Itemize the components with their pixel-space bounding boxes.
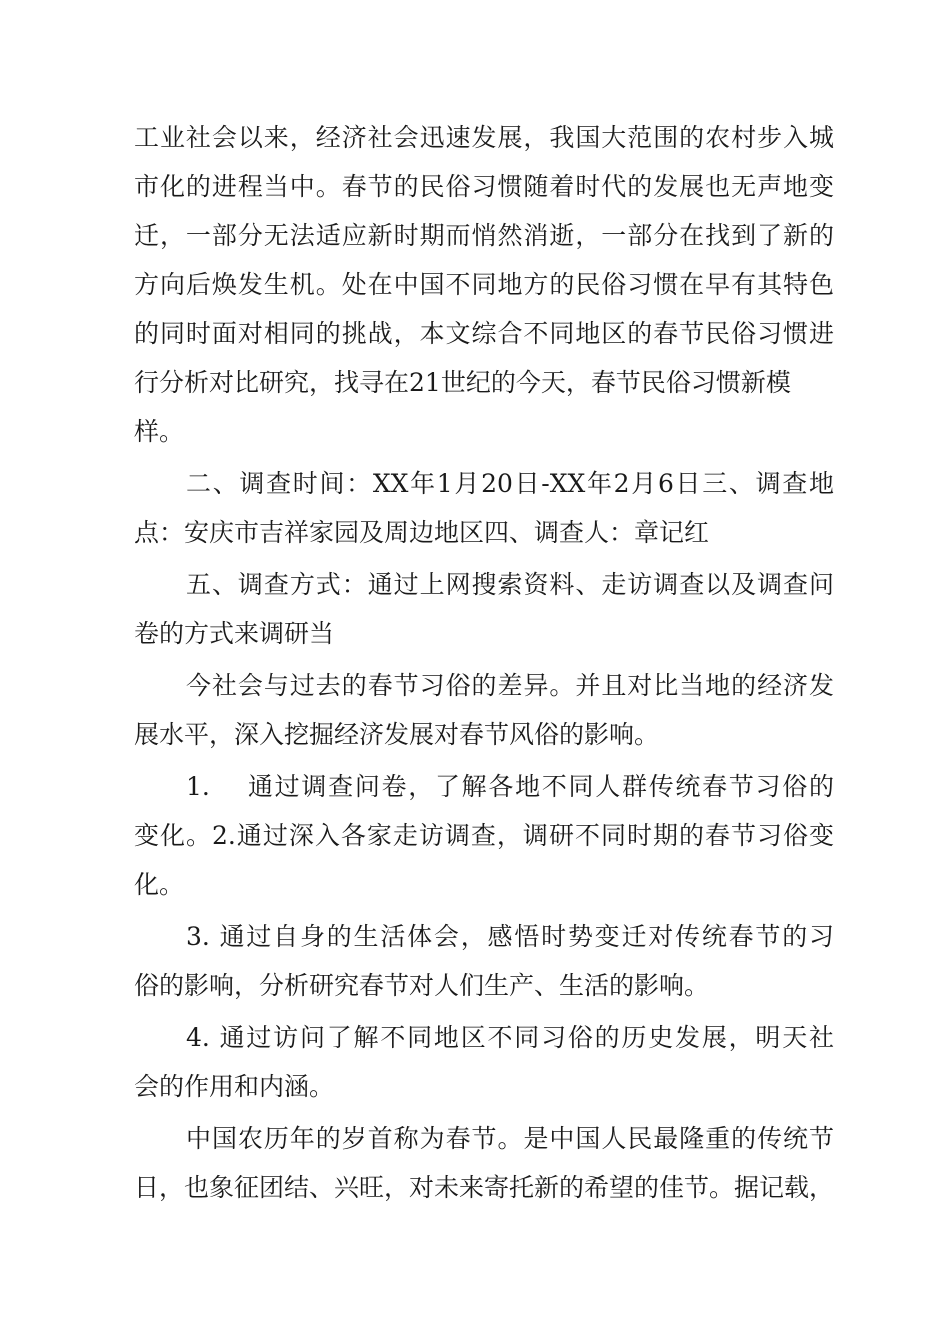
text-line: 卷的方式来调研当 — [134, 619, 335, 648]
paragraph-spring-festival — [134, 1114, 834, 1212]
text-line: 的同时面对相同的挑战，本文综合不同地区的春节民俗习惯进 — [134, 319, 834, 348]
paragraph-survey-method — [134, 560, 834, 658]
text-line: 点：安庆市吉祥家园及周边地区四、调查人：章记红 — [134, 518, 710, 547]
text-line: 日，也象征团结、兴旺，对未来寄托新的希望的佳节。据记载， — [134, 1173, 835, 1202]
text-line: 俗的影响，分析研究春节对人们生产、生活的影响。 — [134, 971, 710, 1000]
text-line: 行分析对比研究，找寻在21世纪的今天，春节民俗习惯新模 — [134, 368, 791, 397]
text-line: 五、调查方式：通过上网搜索资料、走访调查以及调查问 — [186, 570, 834, 599]
paragraph-survey-time-place — [134, 459, 834, 557]
text-line: 迁，一部分无法适应新时期而悄然消逝，一部分在找到了新的 — [134, 221, 834, 250]
text-line: 今社会与过去的春节习俗的差异。并且对比当地的经济发 — [186, 671, 834, 700]
text-line: 4. 通过访问了解不同地区不同习俗的历史发展，明天社 — [186, 1023, 834, 1052]
text-line: 3. 通过自身的生活体会，感悟时势变迁对传统春节的习 — [186, 922, 834, 951]
text-line: 样。 — [134, 417, 185, 446]
text-line: 方向后焕发生机。处在中国不同地方的民俗习惯在早有其特色 — [134, 270, 834, 299]
text-line: 化。 — [134, 870, 185, 899]
paragraph-item-4 — [134, 1013, 834, 1111]
text-line: 二、调查时间：XX年1月20日-XX年2月6日三、调查地 — [186, 469, 834, 498]
paragraph-item-1-2 — [134, 762, 834, 909]
paragraph-item-3 — [134, 912, 834, 1010]
paragraph-survey-purpose — [134, 661, 834, 759]
document-body — [134, 113, 834, 1212]
text-line: 市化的进程当中。春节的民俗习惯随着时代的发展也无声地变 — [134, 172, 834, 201]
paragraph-intro — [134, 113, 834, 456]
text-line: 会的作用和内涵。 — [134, 1072, 335, 1101]
text-line: 展水平，深入挖掘经济发展对春节风俗的影响。 — [134, 720, 660, 749]
text-line: 工业社会以来，经济社会迅速发展，我国大范围的农村步入城 — [134, 123, 834, 152]
text-line: 变化。2.通过深入各家走访调查，调研不同时期的春节习俗变 — [134, 821, 834, 850]
text-line: 1. 通过调查问卷，了解各地不同人群传统春节习俗的 — [186, 772, 834, 801]
text-line: 中国农历年的岁首称为春节。是中国人民最隆重的传统节 — [186, 1124, 834, 1153]
